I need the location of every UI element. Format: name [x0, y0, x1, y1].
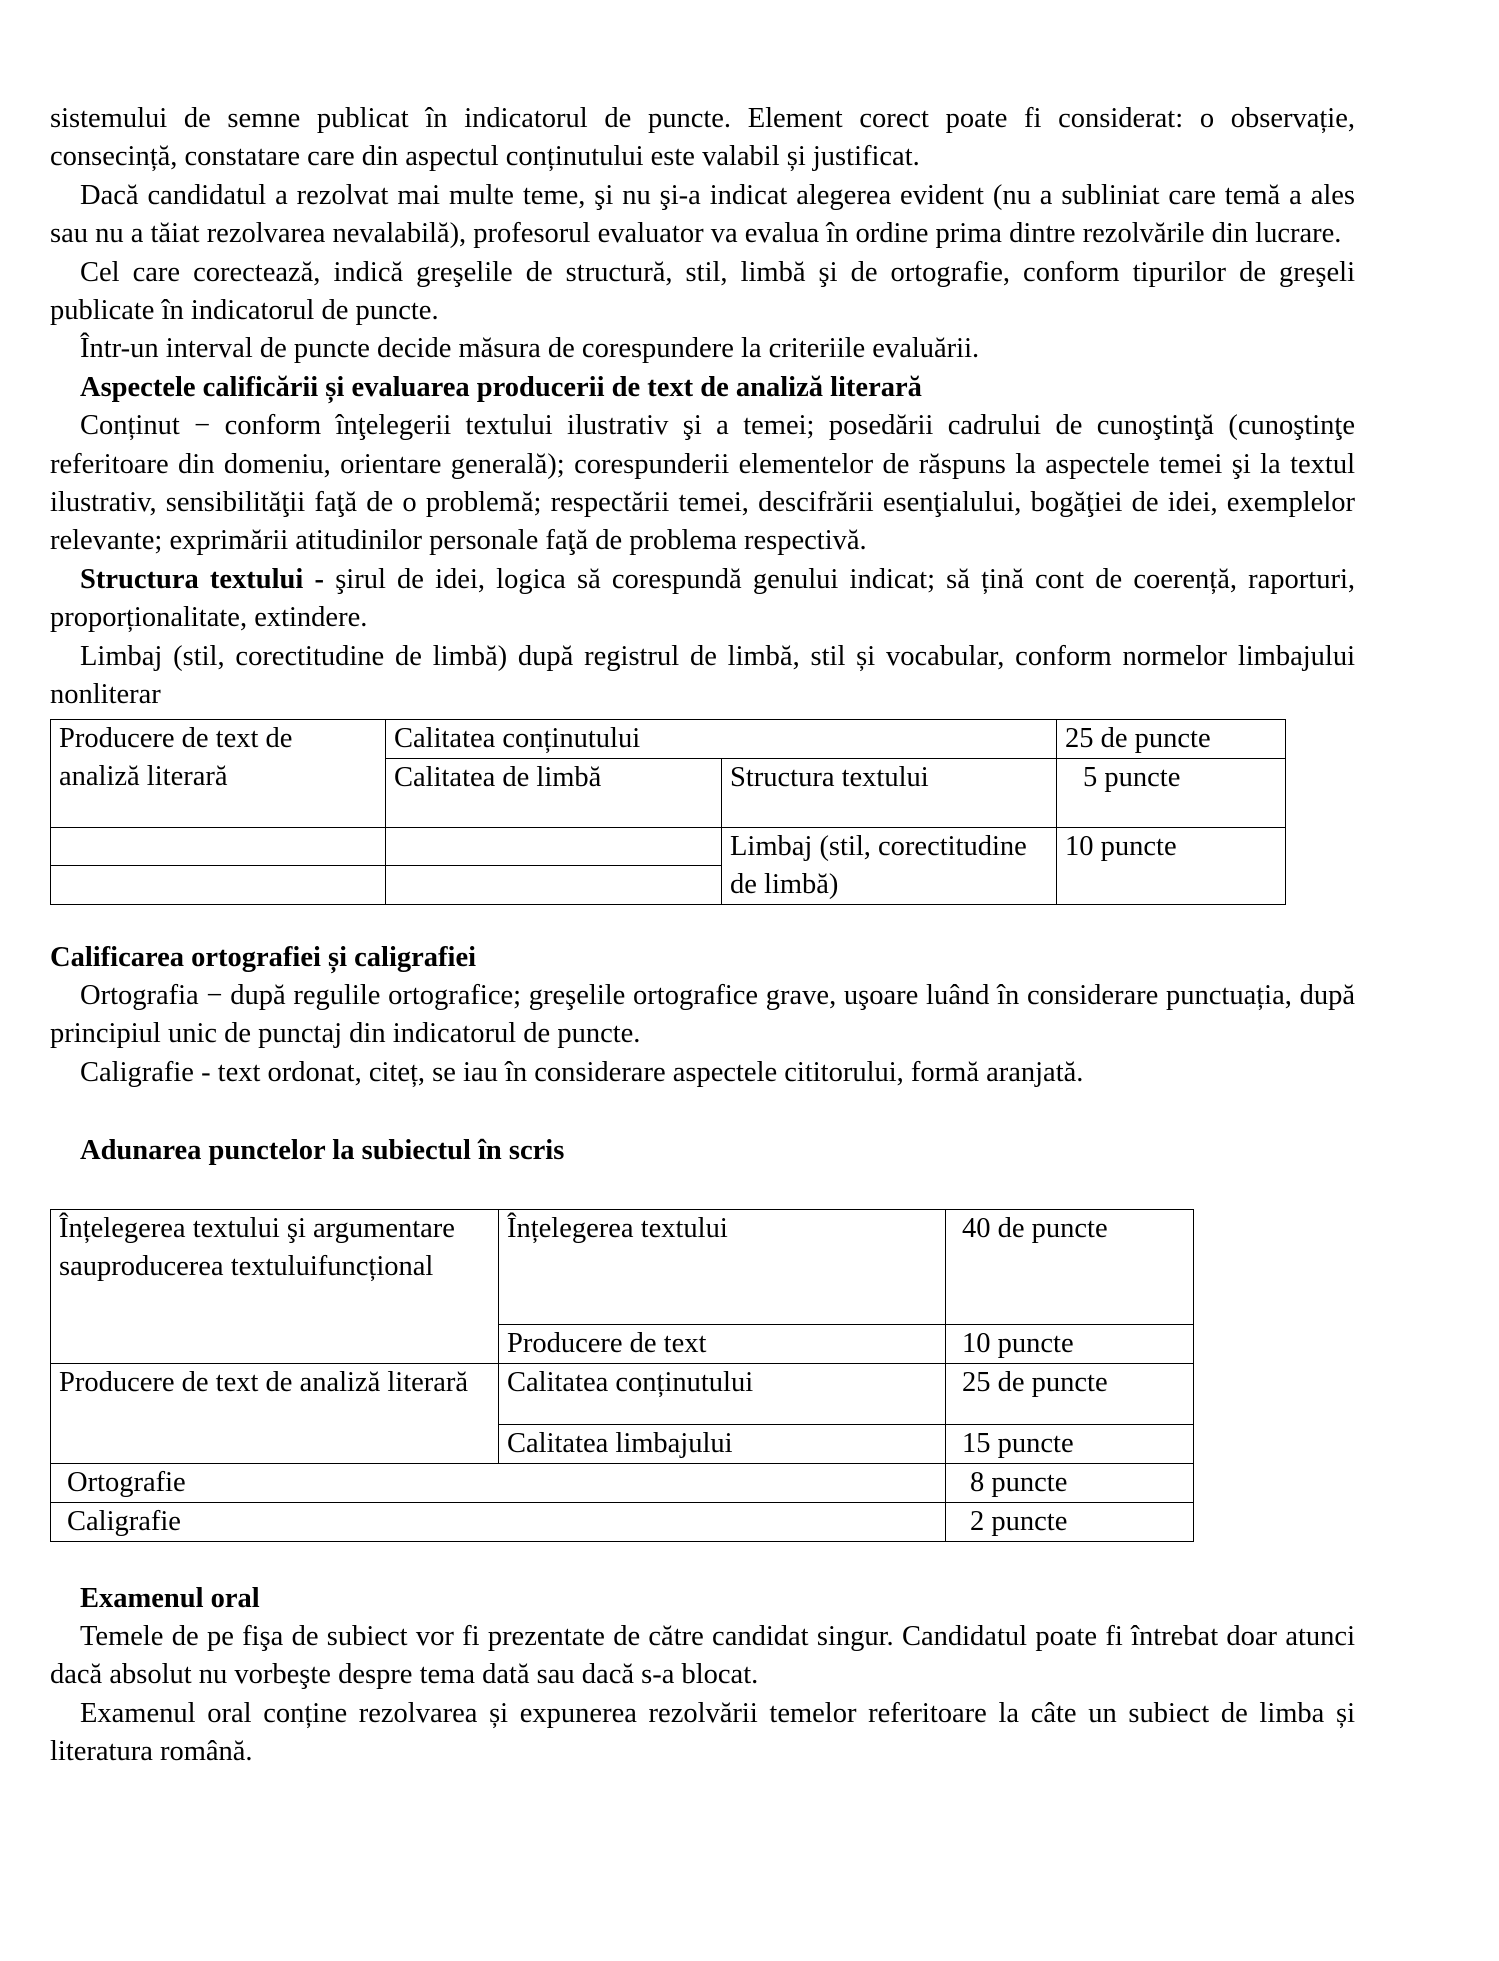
table1-empty-cell: [386, 866, 722, 905]
continut-paragraph: Conținut − conform înţelegerii textului ilustrativ şi a temei; posedării cadrului de cunoştinţă (cunoştinţe referitoare din domeniu, orientare generală); corespunderii elementelor de răspuns la aspectele temei şi la textul ilustrativ, sensibilităţii faţă de o problemă; respectării temei, descifrării esenţialului, bogăţiei de idei, exemplelor relevante; exprimării atitudinilor personale faţă de problema respectivă.: [50, 410, 1355, 557]
table2-cell-intelegerea-points: 40 de puncte: [946, 1209, 1194, 1324]
table2-cell-intelegerea-group: Înțelegerea textului şi argumentare sauproducerea textuluifuncțional: [51, 1209, 499, 1363]
oral-paragraph-2: Examenul oral conține rezolvarea și expunerea rezolvării temelor referitoare la câte un subiect de limba și literatura română.: [50, 1697, 1355, 1768]
intro-paragraph-2: Dacă candidatul a rezolvat mai multe teme, şi nu şi-a indicat alegerea evident (nu a subliniat care temă a ales sau nu a tăiat rezolvarea nevalabilă), profesorul evaluator va evalua în ordine prima dintre rezolvările din lucrare.: [50, 179, 1355, 250]
document-page: [50, 100, 1355, 1772]
table1-cell-limbaj: Limbaj (stil, corectitudine de limbă): [722, 827, 1057, 904]
structura-paragraph: [50, 561, 1355, 638]
caligrafie-paragraph: Caligrafie - text ordonat, citeț, se iau în considerare aspectele cititorului, formă aranjată.: [80, 1056, 1084, 1088]
table2-cell-calitatea-continutului-points: 25 de puncte: [946, 1363, 1194, 1424]
ortografia-paragraph: Ortografia − după regulile ortografice; greşelile ortografice grave, uşoare luând în considerare punctuația, după principiul unic de punctaj din indicatorul de puncte.: [50, 979, 1355, 1050]
table2-cell-intelegerea: Înțelegerea textului: [499, 1209, 946, 1324]
table1-empty-cell: [51, 827, 386, 866]
intro-paragraph-3: Cel care corectează, indică greşelile de structură, stil, limbă şi de ortografie, conform tipurilor de greşeli publicate în indicatorul de puncte.: [50, 256, 1355, 327]
table2-cell-calitatea-continutului: Calitatea conținutului: [499, 1363, 946, 1424]
limbaj-paragraph: Limbaj (stil, corectitudine de limbă) după registrul de limbă, stil și vocabular, conform normelor limbajului nonliterar: [50, 640, 1355, 711]
table1-cell-language-quality: Calitatea de limbă: [386, 758, 722, 827]
table2-cell-analiza-group: Producere de text de analiză literară: [51, 1363, 499, 1463]
structura-label: Structura textului -: [80, 563, 325, 595]
evaluation-table-literary: [50, 719, 1286, 905]
intro-paragraph-4: Într-un interval de puncte decide măsura de corespundere la criteriile evaluării.: [80, 333, 980, 365]
table1-empty-cell: [51, 866, 386, 905]
structura-text: şirul de idei, logica să corespundă genului indicat; să țină cont de coerență, raporturi, proporționalitate, extindere.: [50, 563, 1355, 634]
table1-cell-content-points: 25 de puncte: [1057, 719, 1286, 758]
table2-cell-calitatea-limbajului-points: 15 puncte: [946, 1424, 1194, 1463]
oral-paragraph-1: Temele de pe fişa de subiect vor fi prezentate de către candidat singur. Candidatul poate fi întrebat doar atunci dacă absolut nu vorbeşte despre tema dată sau dacă s-a blocat.: [50, 1620, 1355, 1691]
intro-paragraph-1: sistemului de semne publicat în indicatorul de puncte. Element corect poate fi considerat: o observație, consecință, constatare care din aspectul conținutului este valabil și justificat.: [50, 103, 1355, 173]
table1-cell-structure-points: 5 puncte: [1057, 758, 1286, 827]
table2-cell-producere-text-points: 10 puncte: [946, 1324, 1194, 1363]
section-heading-ortografie: Calificarea ortografiei și caligrafiei: [50, 941, 477, 973]
points-summary-table: [50, 1209, 1194, 1542]
table1-cell-structure: Structura textului: [722, 758, 1057, 827]
table1-cell-product: Producere de text de analiză literară: [51, 719, 386, 827]
section-heading-aspecte: Aspectele calificării și evaluarea producerii de text de analiză literară: [80, 371, 922, 403]
table2-cell-ortografie-points: 8 puncte: [946, 1463, 1194, 1502]
section-heading-adunarea: Adunarea punctelor la subiectul în scris: [80, 1135, 565, 1167]
table2-cell-ortografie: Ortografie: [51, 1463, 946, 1502]
table1-cell-limbaj-points: 10 puncte: [1057, 827, 1286, 904]
table1-cell-content-quality: Calitatea conținutului: [386, 719, 1057, 758]
table1-empty-cell: [386, 827, 722, 866]
section-heading-examenul-oral: Examenul oral: [80, 1582, 260, 1614]
table2-cell-caligrafie-points: 2 puncte: [946, 1502, 1194, 1541]
table2-cell-caligrafie: Caligrafie: [51, 1502, 946, 1541]
table2-cell-calitatea-limbajului: Calitatea limbajului: [499, 1424, 946, 1463]
table2-cell-producere-text: Producere de text: [499, 1324, 946, 1363]
